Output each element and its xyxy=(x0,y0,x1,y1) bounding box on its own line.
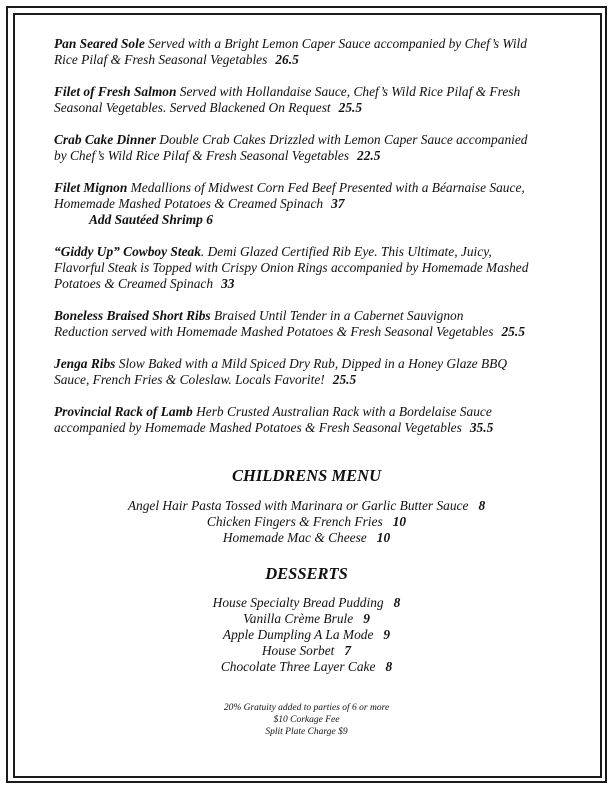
item-price: 8 xyxy=(393,595,401,610)
list-item: Chicken Fingers & French Fries 10 xyxy=(206,514,407,529)
item-description: Flavorful Steak is Topped with Crispy Onion Rings accompanied by Homemade Mashed xyxy=(54,260,529,276)
item-description: Seasonal Vegetables. Served Blackened On Request xyxy=(54,100,331,116)
item-price: 10 xyxy=(392,514,407,529)
item-price: 25.5 xyxy=(332,372,357,388)
gratuity-note: 20% Gratuity added to parties of 6 or more xyxy=(223,703,390,713)
item-price: 8 xyxy=(385,659,393,674)
item-description: Braised Until Tender in a Cabernet Sauvignon xyxy=(214,307,464,323)
item-description: Double Crab Cakes Drizzled with Lemon Caper Sauce accompanied xyxy=(159,131,528,147)
item-price: 33 xyxy=(221,276,235,292)
item-description: . Demi Glazed Certified Rib Eye. This Ultimate, Juicy, xyxy=(200,243,492,259)
list-item: House Sorbet 7 xyxy=(261,643,352,658)
menu-item xyxy=(54,180,584,229)
item-description: Reduction served with Homemade Mashed Potatoes & Fresh Seasonal Vegetables xyxy=(54,324,494,340)
menu-item xyxy=(54,308,584,340)
list-item: Homemade Mac & Cheese 10 xyxy=(222,530,391,545)
item-price: 35.5 xyxy=(469,419,494,435)
section-title: CHILDRENS MENU xyxy=(232,466,381,485)
item-description: Slow Baked with a Mild Spiced Dry Rub, Dipped in a Honey Glaze BBQ xyxy=(118,355,508,371)
menu-item xyxy=(54,132,584,164)
item-price: 25.5 xyxy=(338,100,363,116)
item-name: Pan Seared Sole xyxy=(54,36,145,51)
menu-item xyxy=(54,36,584,68)
list-item: Vanilla Crème Brule 9 xyxy=(243,611,370,626)
corkage-note: $10 Corkage Fee xyxy=(273,715,340,725)
item-description: Rice Pilaf & Fresh Seasonal Vegetables xyxy=(54,52,268,68)
menu-item xyxy=(54,84,584,116)
childrens-menu-section xyxy=(0,466,613,546)
entrees-list xyxy=(54,36,584,452)
item-description: by Chef’s Wild Rice Pilaf & Fresh Seasonal Vegetables xyxy=(54,148,350,164)
item-name: Filet Mignon xyxy=(54,179,128,195)
item-price: 22.5 xyxy=(357,148,381,164)
item-price: 8 xyxy=(478,498,486,513)
menu-item xyxy=(54,404,584,436)
item-price: 26.5 xyxy=(275,52,299,68)
item-name: Provincial Rack of Lamb xyxy=(54,403,193,419)
item-description: Potatoes & Creamed Spinach xyxy=(54,276,214,292)
item-price: 7 xyxy=(344,643,352,658)
item-name: “Giddy Up” Cowboy Steak xyxy=(54,243,201,259)
item-description: Homemade Mashed Potatoes & Creamed Spinach xyxy=(54,195,324,211)
item-name: Filet of Fresh Salmon xyxy=(54,83,177,99)
list-item: Apple Dumpling A La Mode 9 xyxy=(222,627,391,642)
item-description: Herb Crusted Australian Rack with a Bordelaise Sauce xyxy=(196,403,492,419)
list-item: Angel Hair Pasta Tossed with Marinara or Garlic Butter Sauce 8 xyxy=(127,498,486,513)
item-name: Jenga Ribs xyxy=(54,355,116,371)
footer-notes xyxy=(0,702,613,738)
list-item: Chocolate Three Layer Cake 8 xyxy=(220,659,393,674)
menu-item xyxy=(54,356,584,388)
list-item: House Specialty Bread Pudding 8 xyxy=(212,595,401,610)
item-price: 10 xyxy=(376,530,391,545)
item-addon: Add Sautéed Shrimp 6 xyxy=(89,212,213,228)
item-name: Crab Cake Dinner xyxy=(54,131,156,147)
item-description: Sauce, French Fries & Coleslaw. Locals Favorite! xyxy=(54,372,325,388)
item-description: accompanied by Homemade Mashed Potatoes & Fresh Seasonal Vegetables xyxy=(54,419,462,435)
split-plate-note: Split Plate Charge $9 xyxy=(265,727,348,737)
dessert-items xyxy=(0,595,613,675)
childrens-items xyxy=(0,498,613,546)
item-price: 9 xyxy=(383,627,391,642)
item-price: 9 xyxy=(363,611,370,626)
item-description: Served with Hollandaise Sauce, Chef’s Wild Rice Pilaf & Fresh xyxy=(179,83,521,99)
section-title: DESSERTS xyxy=(265,564,348,583)
desserts-section xyxy=(0,564,613,675)
item-price: 25.5 xyxy=(501,324,525,340)
item-description: Served with a Bright Lemon Caper Sauce accompanied by Chef’s Wild xyxy=(148,36,527,51)
item-price: 37 xyxy=(331,195,345,211)
menu-item xyxy=(54,244,584,293)
item-description: Medallions of Midwest Corn Fed Beef Presented with a Béarnaise Sauce, xyxy=(130,179,525,195)
item-name: Boneless Braised Short Ribs xyxy=(54,307,211,323)
